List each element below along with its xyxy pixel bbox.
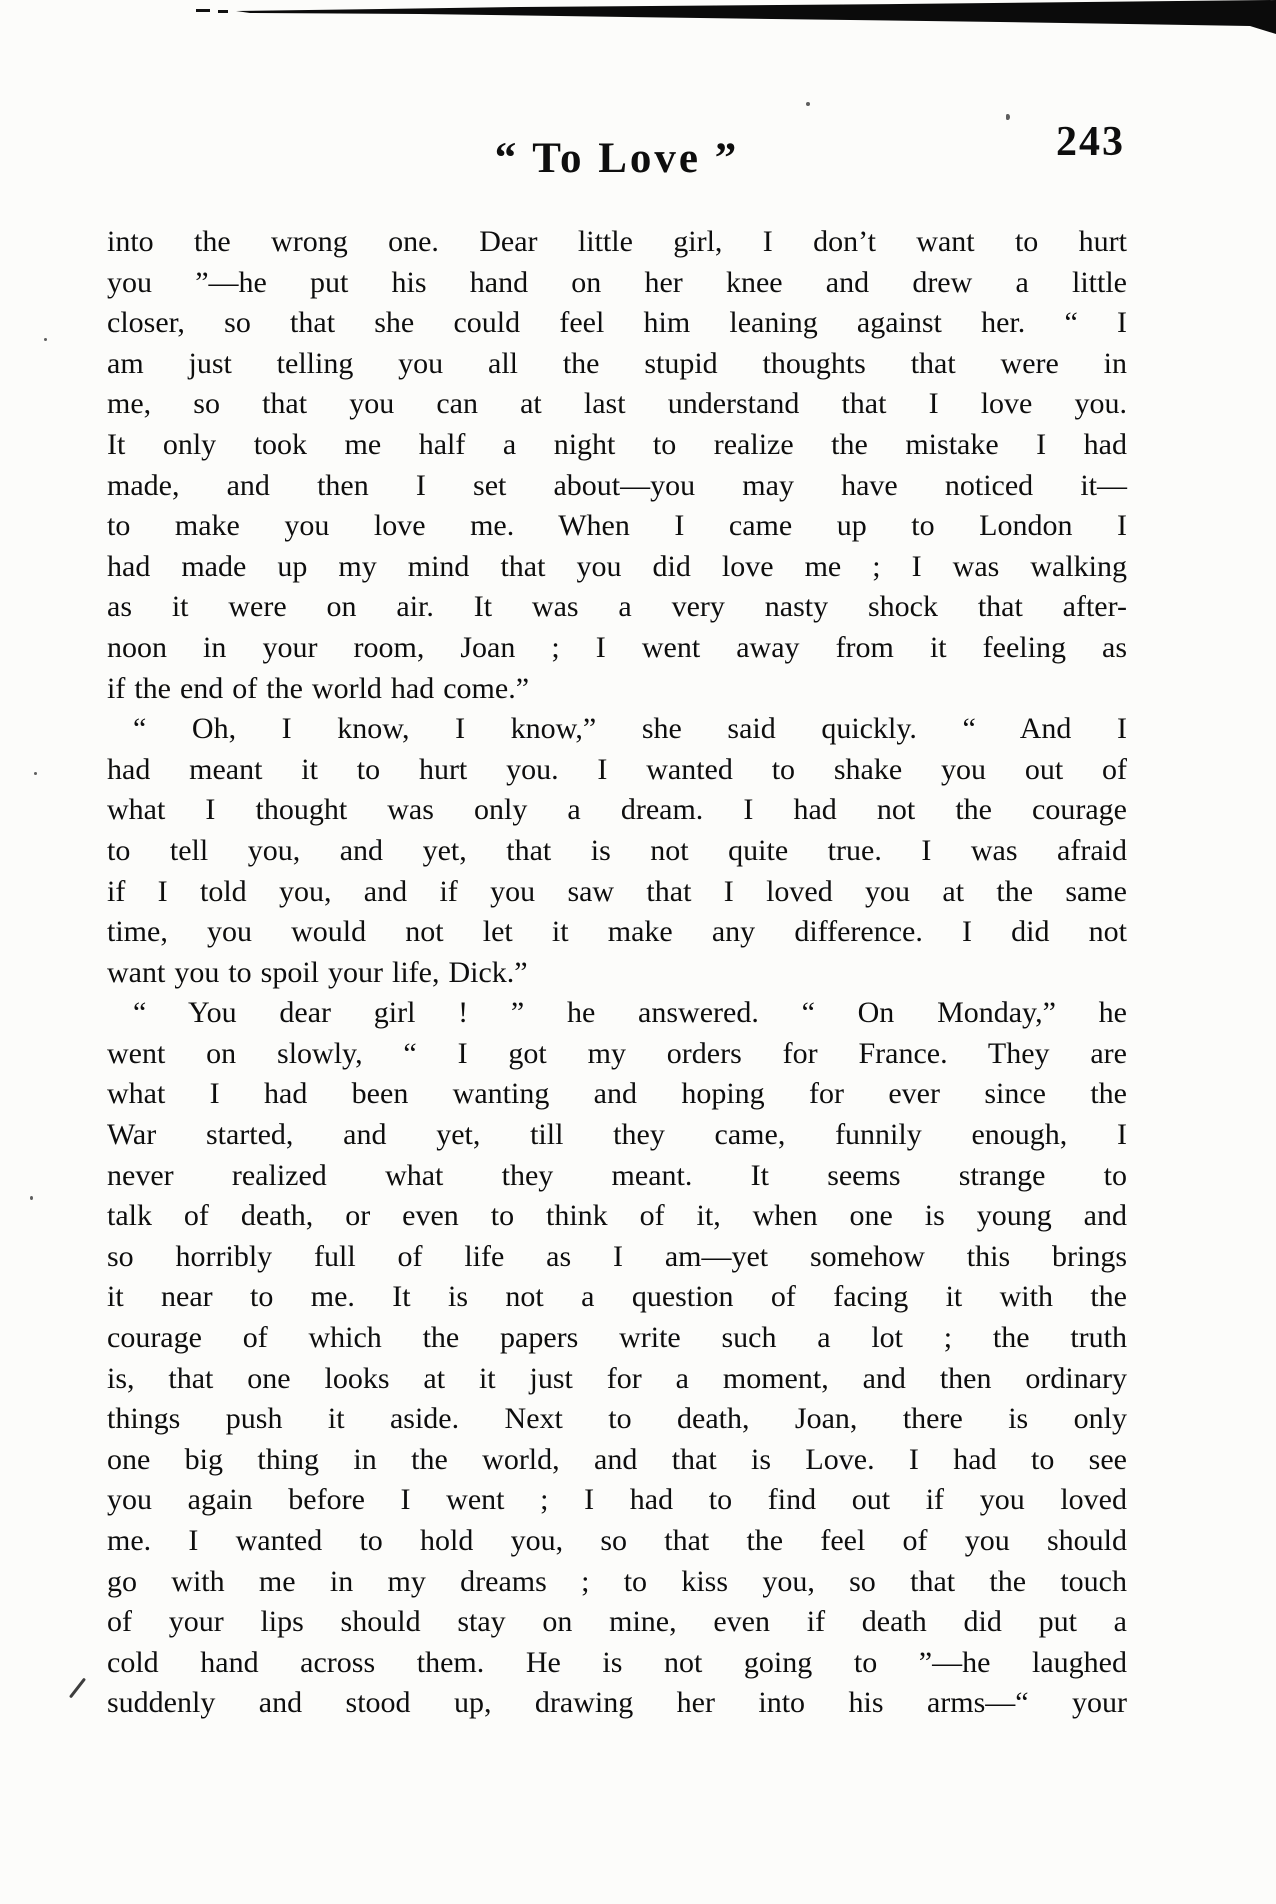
- text-line: what I thought was only a dream. I had not the courage: [107, 793, 1127, 827]
- text-line: noon in your room, Joan ; I went away from it feeling as: [107, 630, 1127, 664]
- text-line: as it were on air. It was a very nasty shock that after-: [107, 590, 1127, 624]
- page-number: 243: [1056, 119, 1125, 165]
- text-line: am just telling you all the stupid thoughts that were in: [107, 346, 1127, 380]
- text-line: one big thing in the world, and that is Love. I had to see: [107, 1442, 1127, 1476]
- text-line: had made up my mind that you did love me ; I was walking: [107, 549, 1127, 583]
- text-line: War started, and yet, till they came, funnily enough, I: [107, 1118, 1127, 1152]
- scan-speck: [806, 102, 810, 106]
- text-line: had meant it to hurt you. I wanted to shake you out of: [107, 752, 1127, 786]
- text-line: things push it aside. Next to death, Joan, there is only: [107, 1402, 1127, 1436]
- text-line: me, so that you can at last understand that I love you.: [107, 387, 1127, 421]
- text-body: [107, 222, 1127, 1724]
- text-line: made, and then I set about—you may have noticed it—: [107, 468, 1127, 502]
- text-line: what I had been wanting and hoping for ever since the: [107, 1077, 1127, 1111]
- text-line: “ Oh, I know, I know,” she said quickly. “ And I: [133, 712, 1127, 746]
- text-line: of your lips should stay on mine, even if death did put a: [107, 1605, 1127, 1639]
- text-line: if the end of the world had come.”: [107, 671, 530, 705]
- scan-speck: [1006, 114, 1010, 120]
- text-line: me. I wanted to hold you, so that the feel of you should: [107, 1524, 1127, 1557]
- text-line: to make you love me. When I came up to London I: [107, 509, 1127, 543]
- text-line: into the wrong one. Dear little girl, I don’t want to hurt: [107, 225, 1127, 258]
- text-line: closer, so that she could feel him leaning against her. “ I: [107, 306, 1127, 340]
- text-line: to tell you, and yet, that is not quite true. I was afraid: [107, 833, 1127, 867]
- text-line: you again before I went ; I had to find out if you loved: [107, 1483, 1127, 1517]
- text-line: It only took me half a night to realize the mistake I had: [107, 427, 1127, 461]
- text-line: talk of death, or even to think of it, when one is young and: [107, 1199, 1127, 1233]
- text-line: suddenly and stood up, drawing her into his arms—“ your: [107, 1686, 1127, 1720]
- text-line: if I told you, and if you saw that I loved you at the same: [107, 874, 1127, 908]
- text-line: so horribly full of life as I am—yet somehow this brings: [107, 1239, 1127, 1273]
- text-line: cold hand across them. He is not going to ”—he laughed: [107, 1645, 1127, 1679]
- text-line: “ You dear girl ! ” he answered. “ On Monday,” he: [133, 996, 1127, 1030]
- text-line: never realized what they meant. It seems strange to: [107, 1158, 1127, 1192]
- text-line: you ”—he put his hand on her knee and drew a little: [107, 265, 1127, 299]
- text-line: it near to me. It is not a question of facing it with the: [107, 1280, 1127, 1314]
- text-line: went on slowly, “ I got my orders for France. They are: [107, 1036, 1127, 1070]
- scan-edge-artifact: [0, 0, 1276, 40]
- text-line: courage of which the papers write such a lot ; the truth: [107, 1321, 1127, 1355]
- scan-speck: [30, 1196, 33, 1200]
- scan-dash-artifact: [218, 10, 228, 13]
- page-title: “ To Love ”: [494, 135, 740, 182]
- text-line: go with me in my dreams ; to kiss you, so that the touch: [107, 1564, 1127, 1598]
- scan-speck: [44, 338, 47, 341]
- text-line: time, you would not let it make any difference. I did not: [107, 915, 1127, 949]
- scan-stroke-artifact: [69, 1678, 86, 1699]
- text-line: want you to spoil your life, Dick.”: [107, 955, 528, 989]
- text-line: is, that one looks at it just for a moment, and then ordinary: [107, 1361, 1127, 1395]
- scan-speck: [34, 772, 37, 775]
- scan-dash-artifact: [196, 9, 210, 12]
